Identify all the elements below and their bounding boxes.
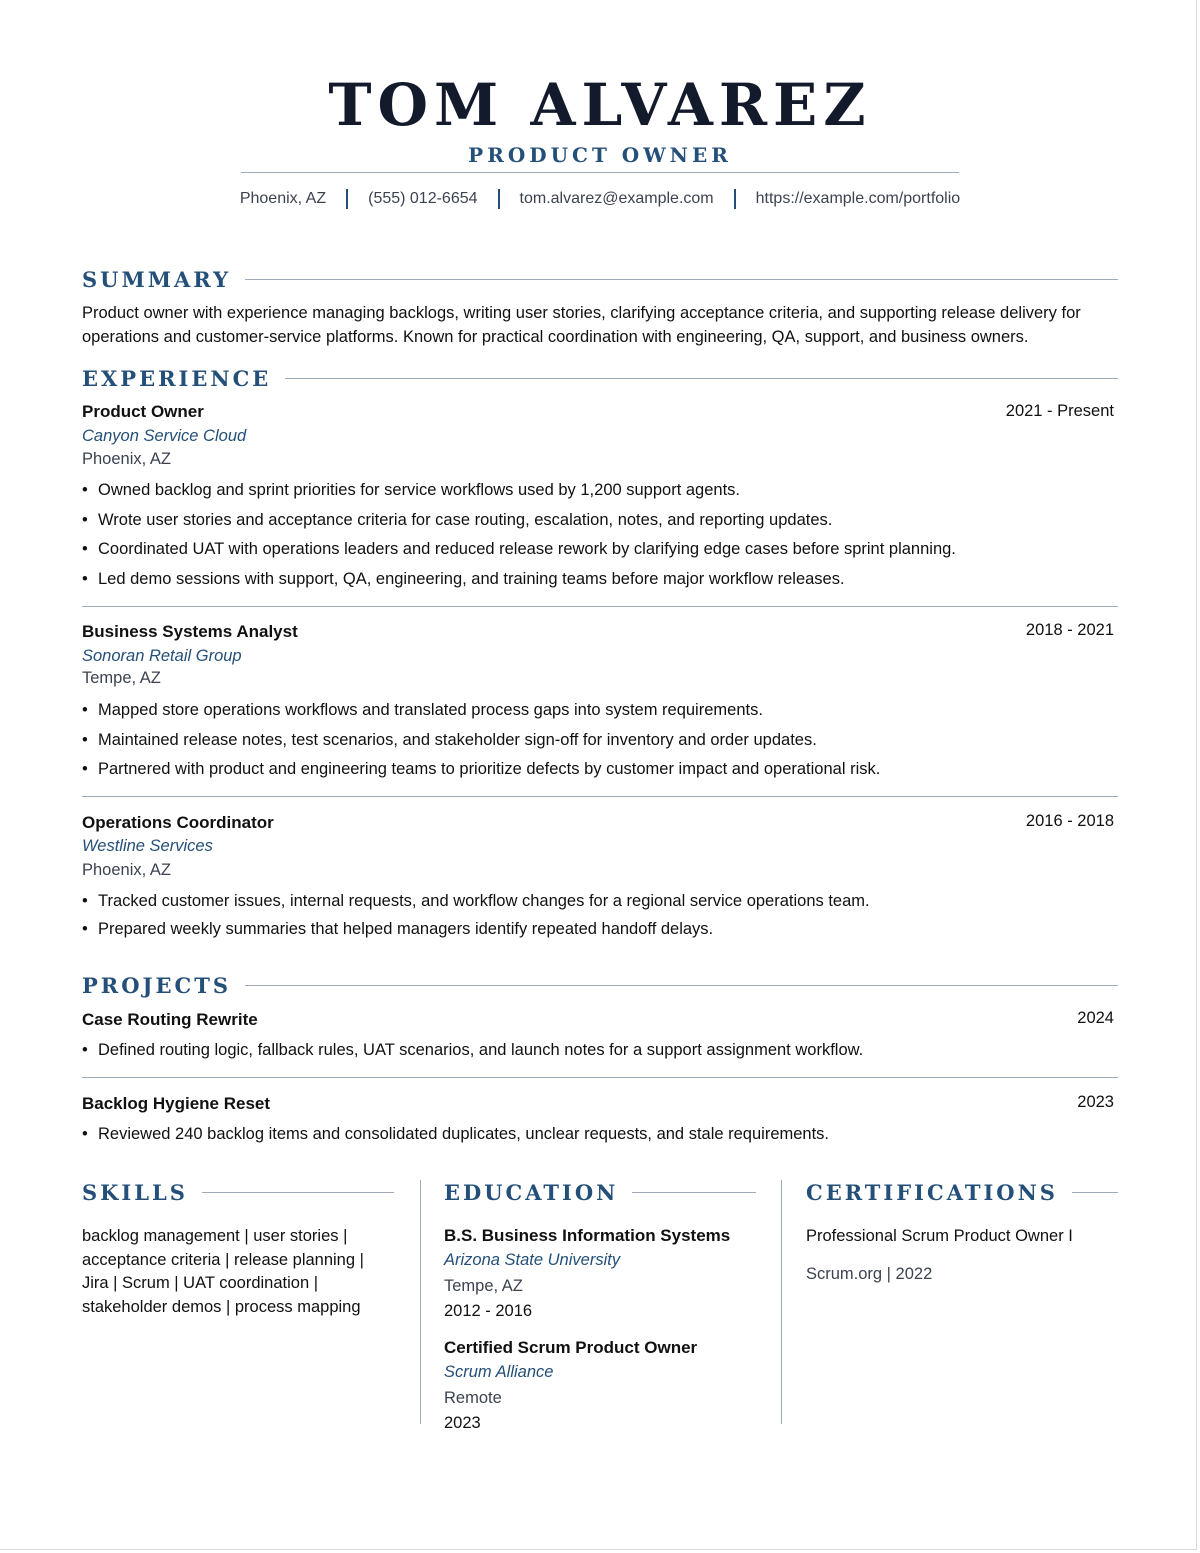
projects-heading xyxy=(82,973,1118,998)
candidate-role: PRODUCT OWNER xyxy=(468,143,732,167)
list-item: • Defined routing logic, fallback rules, UAT scenarios, and launch notes for a support assignment workflow. xyxy=(82,1038,1122,1068)
section-rule xyxy=(245,985,1118,986)
certification-name: Professional Scrum Product Owner I xyxy=(806,1227,1073,1245)
contact-phone[interactable]: (555) 012-6654 xyxy=(368,190,478,207)
skills-column xyxy=(82,1180,394,1319)
list-item: • Prepared weekly summaries that helped managers identify repeated handoff delays. xyxy=(82,917,1122,947)
job-bullets xyxy=(82,698,1122,787)
job-bullets xyxy=(82,889,1122,947)
skills-line: Jira | Scrum | UAT coordination | xyxy=(82,1274,318,1292)
certifications-column xyxy=(806,1180,1118,1286)
section-rule xyxy=(1072,1192,1118,1193)
list-item: • Coordinated UAT with operations leaders and reduced release rework by clarifying edge cases before sprint planning. xyxy=(82,537,1122,567)
skills-title: SKILLS xyxy=(82,1180,188,1205)
section-rule xyxy=(245,279,1118,280)
project-bullets xyxy=(82,1038,1122,1068)
skills-line: stakeholder demos | process mapping xyxy=(82,1297,361,1316)
job-dates: 2018 - 2021 xyxy=(1025,621,1114,639)
summary-title: SUMMARY xyxy=(82,267,232,292)
resume-header xyxy=(0,70,1200,168)
project-bullets xyxy=(82,1122,1122,1152)
degree-title: Certified Scrum Product Owner xyxy=(444,1338,698,1357)
experience-heading xyxy=(82,366,1118,391)
job-company: Canyon Service Cloud xyxy=(82,427,247,445)
education-years: 2012 - 2016 xyxy=(444,1302,533,1320)
column-divider xyxy=(420,1180,421,1424)
contact-location: Phoenix, AZ xyxy=(239,190,327,207)
summary-heading xyxy=(82,267,1118,292)
school-location: Remote xyxy=(444,1389,502,1407)
job-dates: 2016 - 2018 xyxy=(1025,812,1114,830)
certifications-title: CERTIFICATIONS xyxy=(806,1180,1058,1205)
contact-portfolio-link[interactable]: https://example.com/portfolio xyxy=(755,190,961,207)
header-divider xyxy=(241,172,959,173)
school-name: Arizona State University xyxy=(444,1251,621,1269)
candidate-name: TOM ALVAREZ xyxy=(328,71,872,139)
list-item: • Maintained release notes, test scenarios, and stakeholder sign-off for inventory and order updates. xyxy=(82,728,1122,758)
education-years: 2023 xyxy=(444,1414,481,1432)
entry-divider xyxy=(82,606,1118,607)
education-title: EDUCATION xyxy=(444,1180,619,1205)
education-entry xyxy=(444,1336,756,1435)
list-item: • Wrote user stories and acceptance criteria for case routing, escalation, notes, and reporting updates. xyxy=(82,508,1122,538)
job-location: Tempe, AZ xyxy=(82,669,161,687)
school-location: Tempe, AZ xyxy=(444,1277,523,1295)
list-item: • Tracked customer issues, internal requests, and workflow changes for a regional service operations team. xyxy=(82,889,1122,917)
summary-text: Product owner with experience managing backlogs, writing user stories, clarifying acceptance criteria, and supporting release delivery for operations and customer-service platforms. Known for practical coordination with engineering, QA, support, and business owners. xyxy=(82,304,1081,346)
list-item: • Reviewed 240 backlog items and consolidated duplicates, unclear requests, and stale requirements. xyxy=(82,1122,1122,1152)
project-year: 2023 xyxy=(1077,1093,1114,1111)
education-heading xyxy=(444,1180,756,1205)
job-dates: 2021 - Present xyxy=(1005,402,1114,420)
degree-title: B.S. Business Information Systems xyxy=(444,1226,731,1245)
experience-title: EXPERIENCE xyxy=(82,366,272,391)
certification-meta: Scrum.org | 2022 xyxy=(806,1265,933,1283)
certifications-heading xyxy=(806,1180,1118,1205)
skills-line: acceptance criteria | release planning | xyxy=(82,1250,364,1269)
job-title: Product Owner xyxy=(82,402,204,421)
certification-entry xyxy=(806,1224,1118,1286)
list-item: • Mapped store operations workflows and translated process gaps into system requirements. xyxy=(82,698,1122,728)
skills-heading xyxy=(82,1180,394,1205)
list-item: • Partnered with product and engineering teams to prioritize defects by customer impact and operational risk. xyxy=(82,757,1122,787)
job-title: Operations Coordinator xyxy=(82,813,274,832)
skills-line: backlog management | user stories | xyxy=(82,1227,348,1245)
education-column xyxy=(444,1180,756,1435)
job-company: Westline Services xyxy=(82,837,213,855)
job-bullets xyxy=(82,478,1122,596)
project-title: Backlog Hygiene Reset xyxy=(82,1094,271,1113)
section-rule xyxy=(202,1192,394,1193)
section-rule xyxy=(632,1192,756,1193)
job-company: Sonoran Retail Group xyxy=(82,647,242,665)
project-title: Case Routing Rewrite xyxy=(82,1010,258,1029)
job-location: Phoenix, AZ xyxy=(82,861,171,879)
contact-bar xyxy=(0,188,1200,210)
entry-divider xyxy=(82,1077,1118,1078)
list-item: • Led demo sessions with support, QA, engineering, and training teams before major workflow releases. xyxy=(82,567,1122,597)
job-location: Phoenix, AZ xyxy=(82,450,171,468)
education-entry xyxy=(444,1224,756,1323)
section-rule xyxy=(285,378,1118,379)
column-divider xyxy=(781,1180,782,1424)
school-name: Scrum Alliance xyxy=(444,1363,554,1381)
contact-email[interactable]: tom.alvarez@example.com xyxy=(519,190,714,207)
project-year: 2024 xyxy=(1077,1009,1114,1027)
projects-title: PROJECTS xyxy=(82,973,231,998)
entry-divider xyxy=(82,796,1118,797)
job-title: Business Systems Analyst xyxy=(82,622,298,641)
list-item: • Owned backlog and sprint priorities for service workflows used by 1,200 support agents. xyxy=(82,478,1122,508)
skills-list xyxy=(82,1225,394,1319)
